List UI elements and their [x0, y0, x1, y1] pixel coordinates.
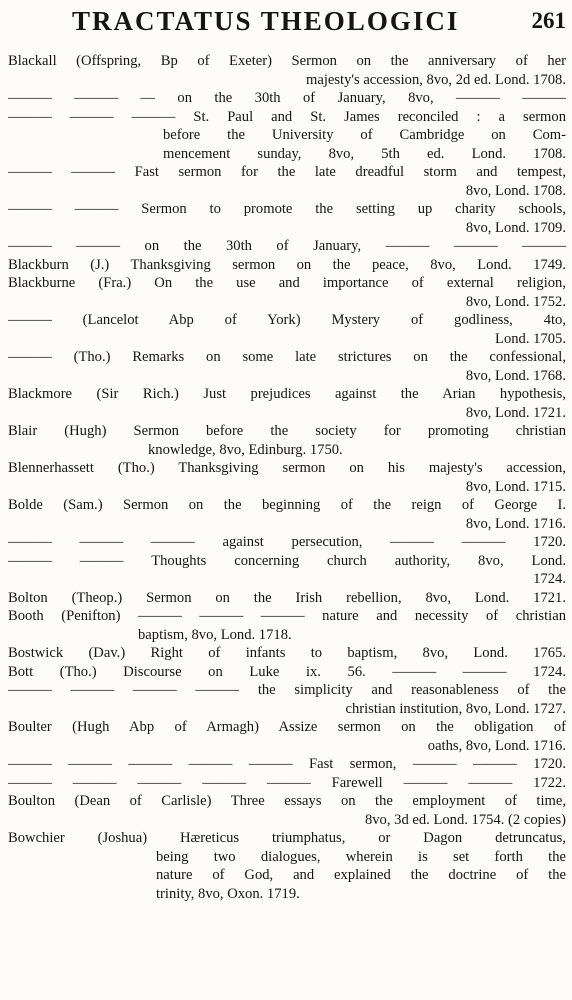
entry-line: Blackburn (J.) Thanksgiving sermon on the peace, 8vo, Lond. 1749.	[8, 256, 566, 273]
entry-line: majesty's accession, 8vo, 2d ed. Lond. 1708.	[305, 71, 566, 88]
entry-line: oaths, 8vo, Lond. 1716.	[427, 737, 566, 754]
entry-line: ——— ——— Thoughts concerning church authority, 8vo, Lond.	[8, 552, 566, 569]
page-number: 261	[531, 8, 566, 33]
entry-line: ——— ——— on the 30th of January, ——— ——— ———	[8, 238, 566, 254]
catalogue-entry	[8, 200, 566, 237]
catalogue-entry	[8, 52, 566, 89]
entry-line: Boulter (Hugh Abp of Armagh) Assize sermon on the obligation of	[8, 719, 566, 735]
catalogue-entry	[8, 589, 566, 608]
entry-line: Booth (Penifton) ——— ——— ——— nature and necessity of christian	[8, 608, 566, 624]
catalogue-entry	[8, 718, 566, 755]
catalogue-entry	[8, 774, 566, 793]
entry-line: baptism, 8vo, Lond. 1718.	[138, 626, 292, 643]
entry-line: ——— (Tho.) Remarks on some late strictures on the confessional,	[8, 349, 566, 365]
entry-line: ——— ——— ——— St. Paul and St. James reconciled : a sermon	[8, 108, 566, 125]
entry-line: 8vo, Lond. 1715.	[465, 478, 566, 495]
catalogue-entry	[8, 663, 566, 682]
entry-line: ——— ——— ——— ——— ——— Farewell ——— ——— 1722.	[8, 774, 566, 791]
entry-line: Lond. 1705.	[495, 330, 566, 347]
entry-line: mencement sunday, 8vo, 5th ed. Lond. 1708.	[163, 145, 566, 162]
entry-line: nature of God, and explained the doctrine of the	[156, 867, 566, 883]
catalogue-entry	[8, 533, 566, 552]
entry-line: Bott (Tho.) Discourse on Luke ix. 56. ——— ——— 1724.	[8, 663, 566, 680]
catalogue-entry	[8, 89, 566, 108]
catalogue-entry	[8, 644, 566, 663]
entry-line: Bolde (Sam.) Sermon on the beginning of the reign of George I.	[8, 497, 566, 513]
entry-line: 8vo, Lond. 1721.	[465, 404, 566, 421]
entry-line: Blackburne (Fra.) On the use and importance of external religion,	[8, 275, 566, 291]
catalogue-entry	[8, 311, 566, 348]
entry-line: Blair (Hugh) Sermon before the society for promoting christian	[8, 423, 566, 439]
catalogue-entry	[8, 552, 566, 589]
entry-line: 8vo, Lond. 1716.	[465, 515, 566, 532]
running-header	[0, 6, 572, 40]
entry-line: Blennerhassett (Tho.) Thanksgiving sermon on his majesty's accession,	[8, 460, 566, 476]
catalogue-entry	[8, 607, 566, 644]
entry-line: Blackmore (Sir Rich.) Just prejudices against the Arian hypothesis,	[8, 386, 566, 402]
catalogue-entry	[8, 422, 566, 459]
entry-line: 8vo, Lond. 1708.	[465, 182, 566, 199]
entry-line: Bostwick (Dav.) Right of infants to baptism, 8vo, Lond. 1765.	[8, 645, 566, 661]
catalogue-entry	[8, 459, 566, 496]
entry-line: knowledge, 8vo, Edinburg. 1750.	[148, 441, 343, 458]
catalogue-entry	[8, 163, 566, 200]
entry-line: ——— (Lancelot Abp of York) Mystery of godliness, 4to,	[8, 312, 566, 328]
running-title: TRACTATUS THEOLOGICI	[72, 6, 460, 36]
entry-line: 8vo, Lond. 1752.	[465, 293, 566, 310]
catalogue-entry	[8, 256, 566, 275]
catalogue-entry	[8, 755, 566, 774]
catalogue-entry	[8, 385, 566, 422]
entry-line: being two dialogues, wherein is set forth the	[156, 848, 566, 865]
catalogue-entry	[8, 496, 566, 533]
catalogue-entries	[8, 52, 566, 903]
catalogue-entry	[8, 274, 566, 311]
catalogue-entry	[8, 792, 566, 829]
entry-line: before the University of Cambridge on Com-	[163, 127, 566, 143]
entry-line: ——— ——— ——— ——— the simplicity and reasonableness of the	[8, 682, 566, 698]
entry-line: Bowchier (Joshua) Hæreticus triumphatus, or Dagon detruncatus,	[8, 830, 566, 846]
catalogue-entry	[8, 108, 566, 164]
catalogue-entry	[8, 829, 566, 903]
entry-line: Bolton (Theop.) Sermon on the Irish rebellion, 8vo, Lond. 1721.	[8, 589, 566, 606]
entry-line: Boulton (Dean of Carlisle) Three essays on the employment of time,	[8, 793, 566, 809]
entry-line: 8vo, 3d ed. Lond. 1754. (2 copies)	[364, 811, 566, 828]
catalogue-entry	[8, 681, 566, 718]
entry-line: ——— ——— Fast sermon for the late dreadful storm and tempest,	[8, 164, 566, 180]
entry-line: 8vo, Lond. 1768.	[465, 367, 566, 384]
entry-line: ——— ——— Sermon to promote the setting up charity schools,	[8, 201, 566, 217]
entry-line: ——— ——— ——— ——— ——— Fast sermon, ——— ——— 1720.	[8, 756, 566, 772]
catalogue-entry	[8, 348, 566, 385]
entry-line: christian institution, 8vo, Lond. 1727.	[345, 700, 566, 717]
entry-line: 8vo, Lond. 1709.	[465, 219, 566, 236]
entry-line: ——— ——— — on the 30th of January, 8vo, ——— ———	[8, 90, 566, 106]
entry-line: ——— ——— ——— against persecution, ——— ——— 1720.	[8, 534, 566, 550]
entry-line: 1724.	[533, 571, 566, 587]
entry-line: trinity, 8vo, Oxon. 1719.	[156, 885, 300, 902]
entry-line: Blackall (Offspring, Bp of Exeter) Sermon on the anniversary of her	[8, 53, 566, 69]
catalogue-entry	[8, 237, 566, 256]
